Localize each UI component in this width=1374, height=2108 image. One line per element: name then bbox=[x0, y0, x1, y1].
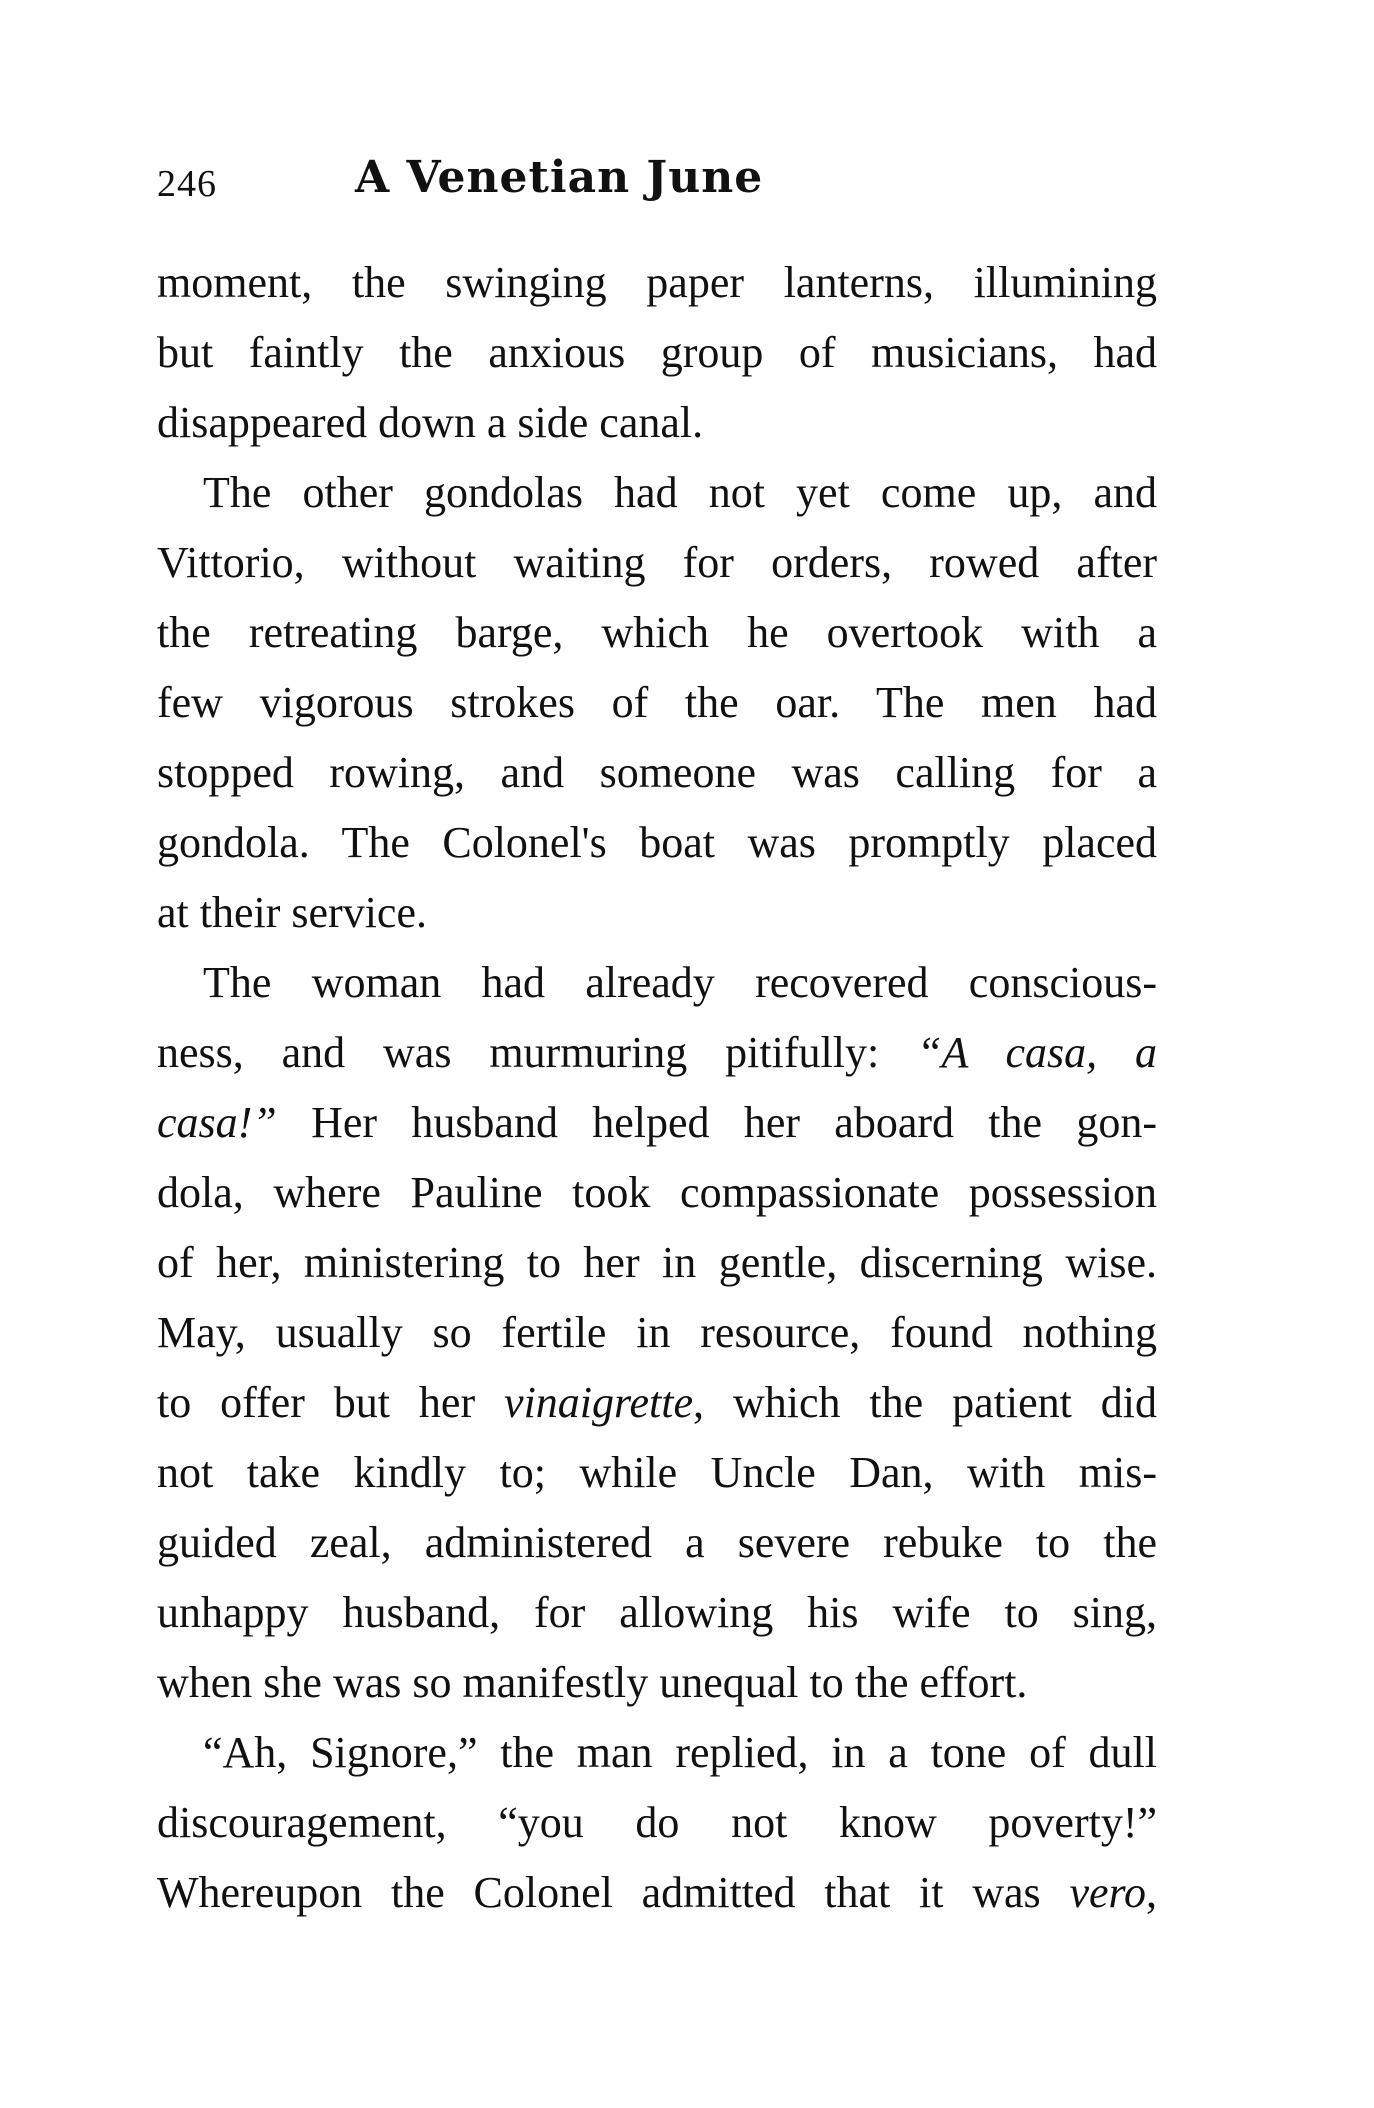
page-number: 246 bbox=[157, 163, 217, 205]
text-line: unhappy husband, for allowing his wife to sing, bbox=[157, 1588, 1157, 1637]
text-line: gondola. The Colonel's boat was promptly placed bbox=[157, 818, 1157, 867]
text-line: the retreating barge, which he overtook with a bbox=[157, 608, 1157, 657]
text-line: moment, the swinging paper lanterns, illumining bbox=[157, 258, 1157, 307]
text-line: not take kindly to; while Uncle Dan, with mis- bbox=[157, 1448, 1157, 1497]
text-line: casa!” Her husband helped her aboard the gon- bbox=[157, 1098, 1157, 1147]
text-line: when she was so manifestly unequal to the effort. bbox=[157, 1658, 1028, 1707]
text-line: The other gondolas had not yet come up, and bbox=[203, 468, 1157, 517]
text-line: few vigorous strokes of the oar. The men had bbox=[157, 678, 1157, 727]
text-line: Whereupon the Colonel admitted that it was vero, bbox=[157, 1868, 1157, 1917]
text-line: Vittorio, without waiting for orders, rowed after bbox=[157, 538, 1157, 587]
text-line: guided zeal, administered a severe rebuke to the bbox=[157, 1518, 1157, 1567]
text-line: of her, ministering to her in gentle, discerning wise. bbox=[157, 1238, 1157, 1287]
text-line: discouragement, “you do not know poverty!” bbox=[157, 1798, 1157, 1847]
text-line: disappeared down a side canal. bbox=[157, 398, 704, 447]
text-line: but faintly the anxious group of musicians, had bbox=[157, 328, 1157, 377]
body-text bbox=[157, 248, 1157, 1928]
text-line: The woman had already recovered conscious- bbox=[203, 958, 1157, 1007]
text-line: to offer but her vinaigrette, which the patient did bbox=[157, 1378, 1157, 1427]
text-line: stopped rowing, and someone was calling for a bbox=[157, 748, 1157, 797]
text-line: May, usually so fertile in resource, found nothing bbox=[157, 1308, 1157, 1357]
text-line: ness, and was murmuring pitifully: “A casa, a bbox=[157, 1028, 1157, 1077]
text-line: “Ah, Signore,” the man replied, in a tone of dull bbox=[203, 1728, 1157, 1777]
text-line: at their service. bbox=[157, 888, 427, 937]
page-header bbox=[157, 152, 1157, 222]
text-line: dola, where Pauline took compassionate possession bbox=[157, 1168, 1157, 1217]
running-title: A Venetian June bbox=[355, 152, 764, 203]
